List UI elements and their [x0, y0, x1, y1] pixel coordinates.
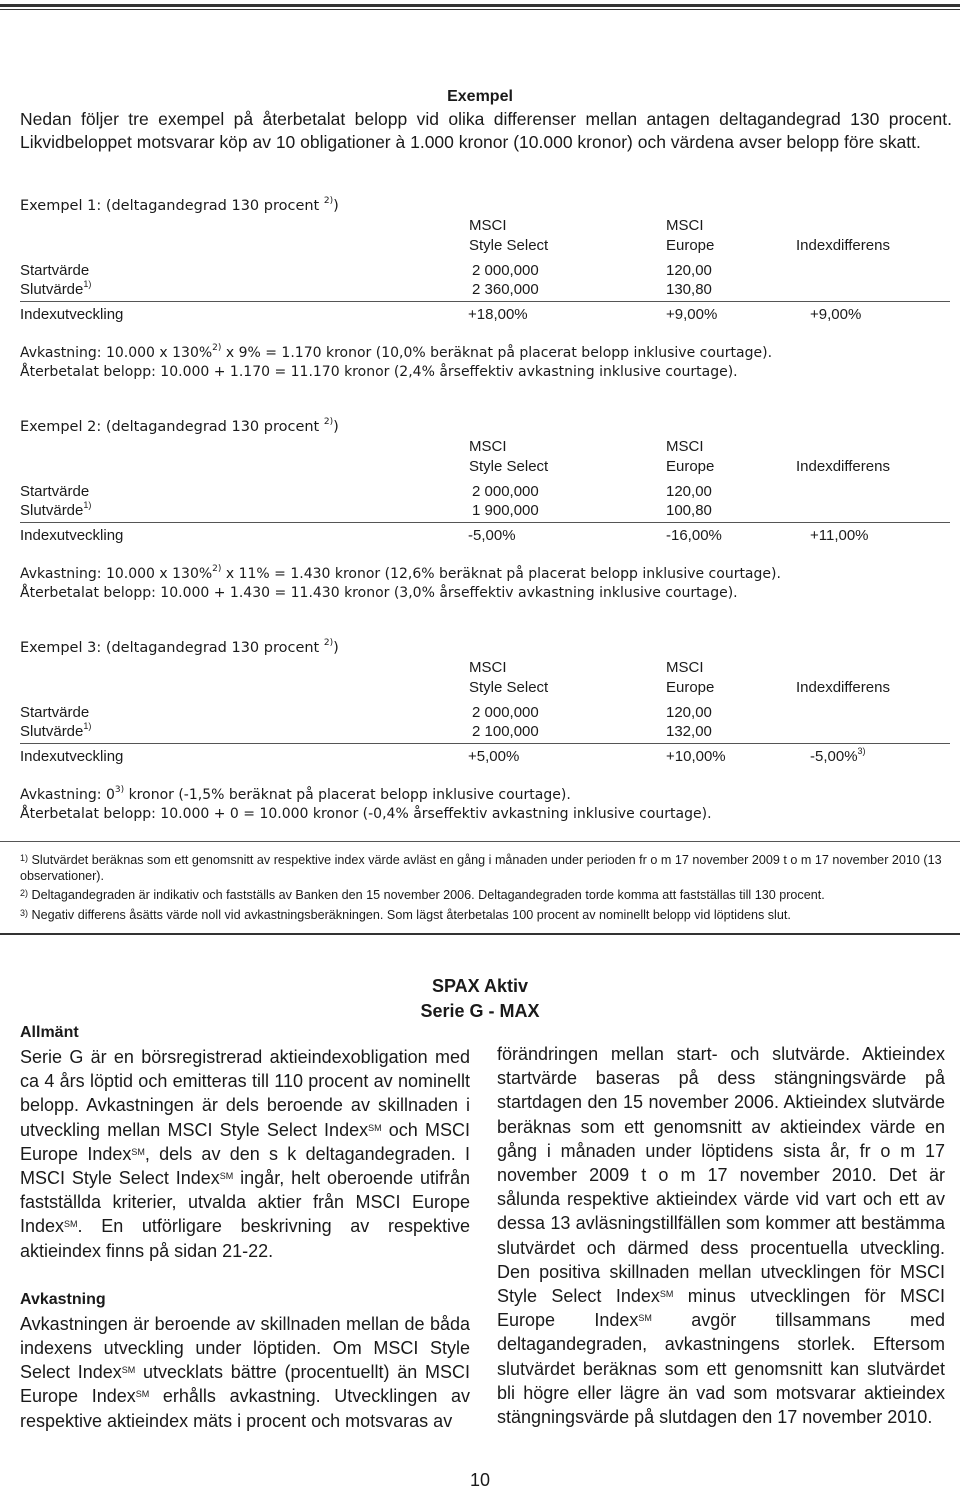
product-name: SPAX Aktiv [431, 976, 529, 996]
col3-header: Indexdifferens [796, 237, 890, 254]
footnote: $^{3)}$ Negativ differens åsätts värde noll vid avkastningsberäkningen. Som lägst återbetalas 100 procent av nominellt belopp vid löptidens slut. [20, 908, 791, 922]
return-line: Avkastning: 10.000 x 130%$^{2)}$ x 9% = 1.170 kronor (10,0% beräknat på placerat belopp inklusive courtage). [20, 343, 773, 361]
col2-header-line1: MSCI [666, 659, 704, 676]
start-value-2: 120,00 [666, 262, 712, 279]
footnote: $^{1)}$ Slutvärdet beräknas som ett genomsnitt av respektive index värde avläst en gång i månaden under perioden fr o m 17 november 2009 t o m 17 november 2010 (13 observationer). [20, 853, 942, 883]
return-line: Avkastning: 10.000 x 130%$^{2)}$ x 11% = 1.430 kronor (12,6% beräknat på placerat belopp inklusive courtage). [20, 564, 781, 582]
page-number: 10 [469, 1470, 491, 1490]
left-column [20, 1021, 470, 1433]
return-heading: Avkastning [20, 1290, 106, 1308]
footnote-divider [0, 841, 960, 842]
dev-value-3: -5,00%$^{3)}$ [810, 746, 866, 765]
example-title: Exempel 2: (deltagandegrad 130 procent $^{2)}$) [20, 417, 339, 435]
start-label: Startvärde [20, 262, 90, 279]
start-value-2: 120,00 [666, 483, 712, 500]
start-label: Startvärde [20, 704, 90, 721]
intro-heading: Exempel [447, 88, 513, 105]
col2-header-line2: Europe [666, 679, 715, 696]
dev-label: Indexutveckling [20, 748, 124, 765]
top-rule-thin [0, 9, 960, 10]
col2-header-line1: MSCI [666, 217, 704, 234]
repaid-line: Återbetalat belopp: 10.000 + 1.170 = 11.170 kronor (2,4% årseffektiv avkastning inklusive courtage). [20, 364, 738, 380]
end-label: Slutvärde$^{1)}$ [20, 279, 92, 298]
right-column [497, 1042, 945, 1429]
col1-header-line2: Style Select [469, 679, 549, 696]
right-paragraph: förändringen mellan start- och slutvärde. Aktieindex startvärde baseras på dess stängningsvärde på startdagen den 15 november 2006. Aktieindex slutvärde beräknas som ett genomsnitt av aktieindex värde en gång i månaden under löptidens sista år, fr o m 17 november 2009 t o m 17 november 2010. Det är sålunda respektive aktieindex värde vid vart och ett av dessa 13 avläsningstillfällen som kommer att bestämma slutvärdet och därmed dess procentuella utveckling. Den positiva skillnaden mellan utvecklingen för MSCI Style Select Index℠ minus utvecklingen för MSCI Europe Index℠ avgör tillsammans med deltagandegraden, avkastningens storlek. Eftersom slutvärdet beräknas som ett genomsnitt kan slutvärdet bli högre eller lägre än vad som motsvarar aktieindex stängningsvärde på slutdagen den 17 november 2010. [497, 1044, 945, 1428]
footnote: $^{2)}$ Deltagandegraden är indikativ och fastställs av Banken den 15 november 2006. Deltagandegraden torde komma att fastställas till 130 procent. [20, 888, 825, 902]
col1-header-line1: MSCI [469, 438, 507, 455]
dev-value-3: +9,00% [810, 306, 862, 323]
end-value-2: 100,80 [666, 502, 712, 519]
return-paragraph: Avkastningen är beroende av skillnaden mellan de båda indexens utveckling under löptiden. Om MSCI Style Select Index℠ utvecklats bättre (procentuellt) än MSCI Europe Index℠ erhålls avkastning. Utvecklingen av respektive aktieindex mäts i procent och motsvaras av [20, 1313, 470, 1431]
return-line: Avkastning: 0$^{3)}$ kronor (-1,5% beräknat på placerat belopp inklusive courtage). [20, 785, 571, 803]
dev-value-2: +10,00% [666, 748, 726, 765]
end-value-2: 132,00 [666, 723, 712, 740]
end-value-1: 2 100,000 [472, 723, 539, 740]
table-divider [20, 301, 950, 302]
end-label: Slutvärde$^{1)}$ [20, 500, 92, 519]
table-divider [20, 522, 950, 523]
col1-header-line2: Style Select [469, 458, 549, 475]
example-block [20, 198, 940, 388]
col1-header-line2: Style Select [469, 237, 549, 254]
dev-label: Indexutveckling [20, 306, 124, 323]
intro-text: Nedan följer tre exempel på återbetalat belopp vid olika differenser mellan antagen deltagandegrad 130 procent. Likvidbeloppet motsvarar köp av 10 obligationer à 1.000 kronor (10.000 kronor) och värdena avser belopp före skatt. [20, 109, 952, 152]
repaid-line: Återbetalat belopp: 10.000 + 1.430 = 11.430 kronor (3,0% årseffektiv avkastning inklusive courtage). [20, 585, 738, 601]
start-value-1: 2 000,000 [472, 483, 539, 500]
table-divider [20, 743, 950, 744]
start-label: Startvärde [20, 483, 90, 500]
example-block [20, 640, 940, 830]
end-value-1: 2 360,000 [472, 281, 539, 298]
col3-header: Indexdifferens [796, 679, 890, 696]
top-rule-thick [0, 4, 960, 7]
start-value-2: 120,00 [666, 704, 712, 721]
example-block [20, 419, 940, 609]
end-label: Slutvärde$^{1)}$ [20, 721, 92, 740]
end-value-2: 130,80 [666, 281, 712, 298]
example-title: Exempel 1: (deltagandegrad 130 procent $^{2)}$) [20, 196, 339, 214]
end-value-1: 1 900,000 [472, 502, 539, 519]
repaid-line: Återbetalat belopp: 10.000 + 0 = 10.000 kronor (-0,4% årseffektiv avkastning inklusive courtage). [20, 806, 712, 822]
product-series: Serie G - MAX [420, 1001, 540, 1021]
dev-value-1: -5,00% [468, 527, 516, 544]
col1-header-line1: MSCI [469, 659, 507, 676]
general-paragraph: Serie G är en börsregistrerad aktieindexobligation med ca 4 års löptid och emitteras till 110 procent av nominellt belopp. Avkastningen är dels beroende av skillnaden i utveckling mellan MSCI Style Select Index℠ och MSCI Europe Index℠, dels av den s k deltagandegraden. I MSCI Style Select Index℠ ingår, helt oberoende utifrån fastställda kriterier, utvalda aktier från MSCI Europe Index℠. En utförligare beskrivning av respektive aktieindex finns på sidan 21-22. [20, 1047, 470, 1261]
dev-value-2: -16,00% [666, 527, 722, 544]
start-value-1: 2 000,000 [472, 704, 539, 721]
dev-value-2: +9,00% [666, 306, 718, 323]
dev-value-1: +18,00% [468, 306, 528, 323]
col1-header-line1: MSCI [469, 217, 507, 234]
dev-value-1: +5,00% [468, 748, 520, 765]
dev-label: Indexutveckling [20, 527, 124, 544]
col2-header-line2: Europe [666, 237, 715, 254]
col3-header: Indexdifferens [796, 458, 890, 475]
col2-header-line1: MSCI [666, 438, 704, 455]
dev-value-3: +11,00% [810, 527, 869, 544]
start-value-1: 2 000,000 [472, 262, 539, 279]
general-heading: Allmänt [20, 1024, 79, 1041]
example-title: Exempel 3: (deltagandegrad 130 procent $^{2)}$) [20, 638, 339, 656]
col2-header-line2: Europe [666, 458, 715, 475]
section-divider-thick [0, 933, 960, 935]
